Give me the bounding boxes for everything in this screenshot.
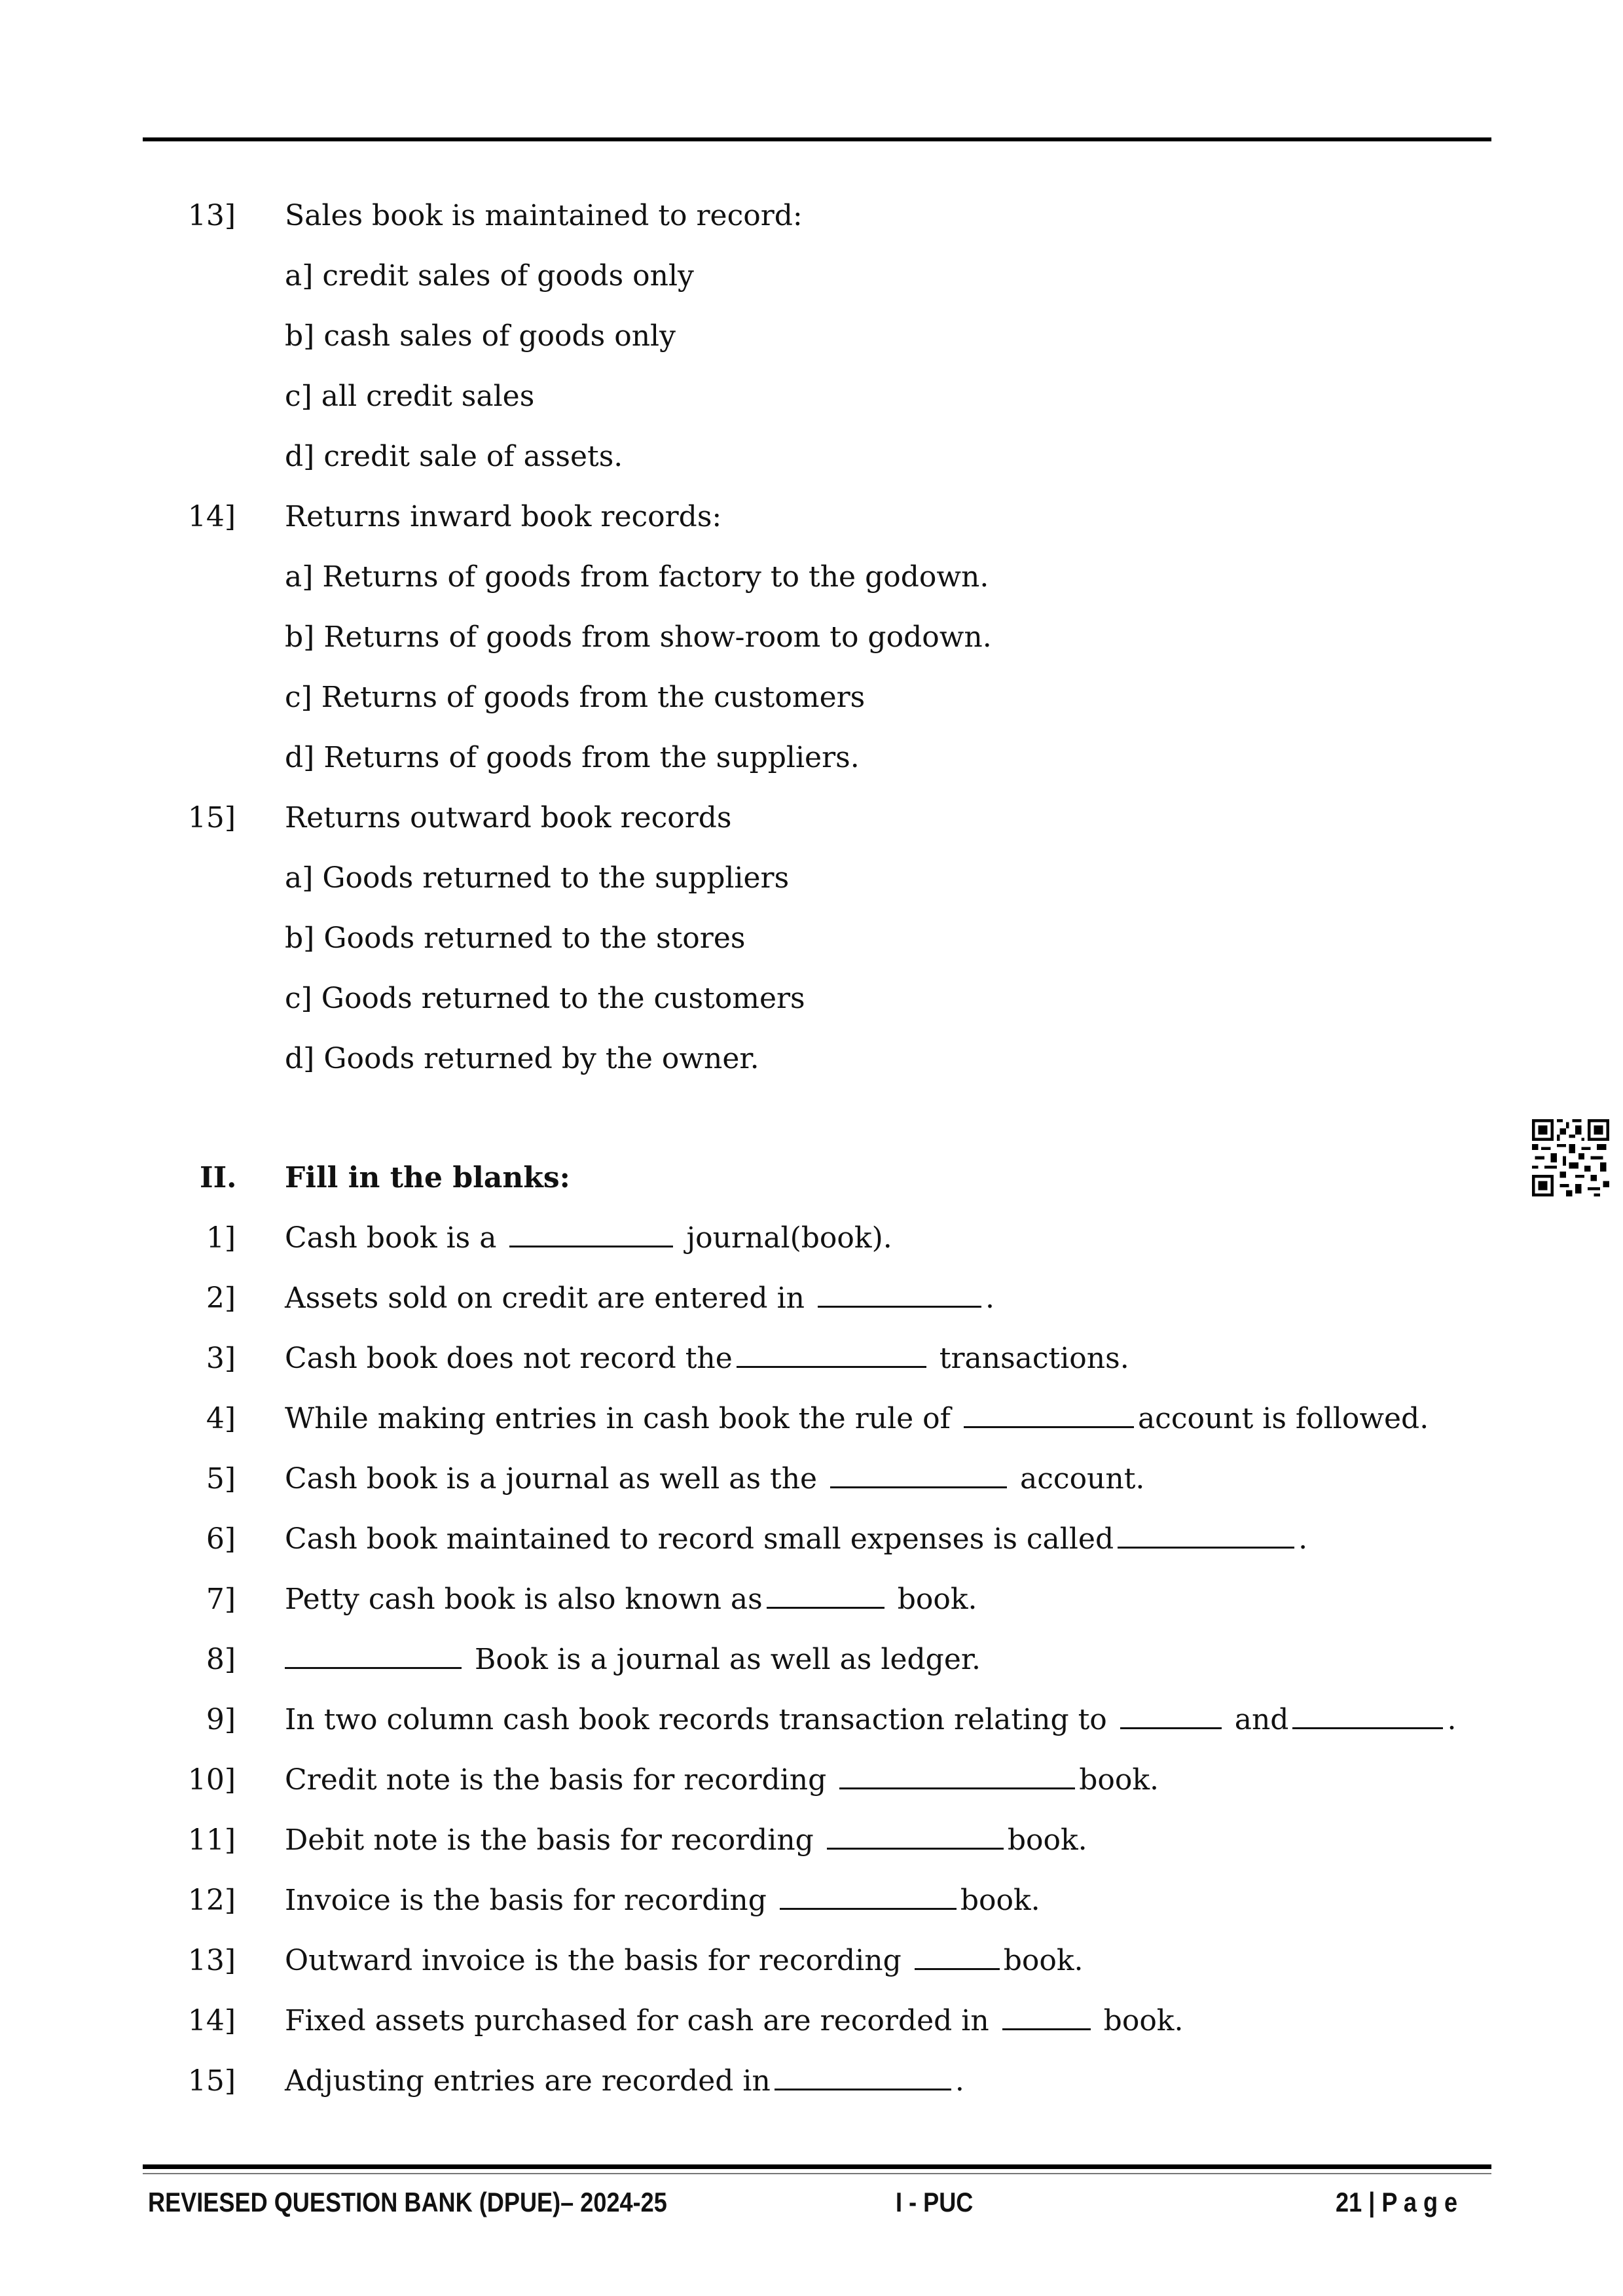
- question-number: 15]: [187, 801, 236, 834]
- blank-line: [827, 1819, 1004, 1850]
- blank-line: [509, 1217, 673, 1247]
- footer-title: REVIESED QUESTION BANK (DPUE)– 2024-25: [148, 2187, 667, 2217]
- question-number: 14]: [187, 500, 236, 533]
- blank-line: [839, 1759, 1075, 1789]
- blank-line: [830, 1458, 1007, 1488]
- page-number: 21: [1336, 2187, 1362, 2217]
- footer-rule: [143, 2164, 1491, 2169]
- blank-line: [780, 1879, 957, 1910]
- blank-line: [1292, 1698, 1443, 1729]
- blank-line: [964, 1397, 1134, 1428]
- blank-line: [1120, 1698, 1222, 1729]
- header-rule: [143, 137, 1491, 141]
- page-label: P a g e: [1381, 2187, 1458, 2217]
- question-text: Sales book is maintained to record:: [285, 199, 803, 232]
- question-text: Returns outward book records: [285, 801, 732, 834]
- footer-rule-thin: [143, 2173, 1491, 2174]
- qr-code-icon: [1532, 1119, 1609, 1196]
- footer-page: 21 | P a g e: [1336, 2187, 1458, 2217]
- blank-line: [767, 1578, 884, 1609]
- blank-line: [1118, 1518, 1294, 1549]
- section-title: Fill in the blanks:: [285, 1161, 570, 1194]
- blank-line: [737, 1337, 926, 1368]
- question-text: Returns inward book records:: [285, 500, 722, 533]
- blank-line: [818, 1277, 981, 1308]
- section-number: II.: [200, 1161, 237, 1194]
- blank-line: [915, 1939, 1000, 1970]
- blank-line: [775, 2060, 951, 2090]
- footer-class: I - PUC: [896, 2187, 974, 2217]
- blank-line: [1002, 2000, 1091, 2030]
- question-number: 13]: [187, 199, 236, 232]
- blank-line: [285, 1638, 462, 1669]
